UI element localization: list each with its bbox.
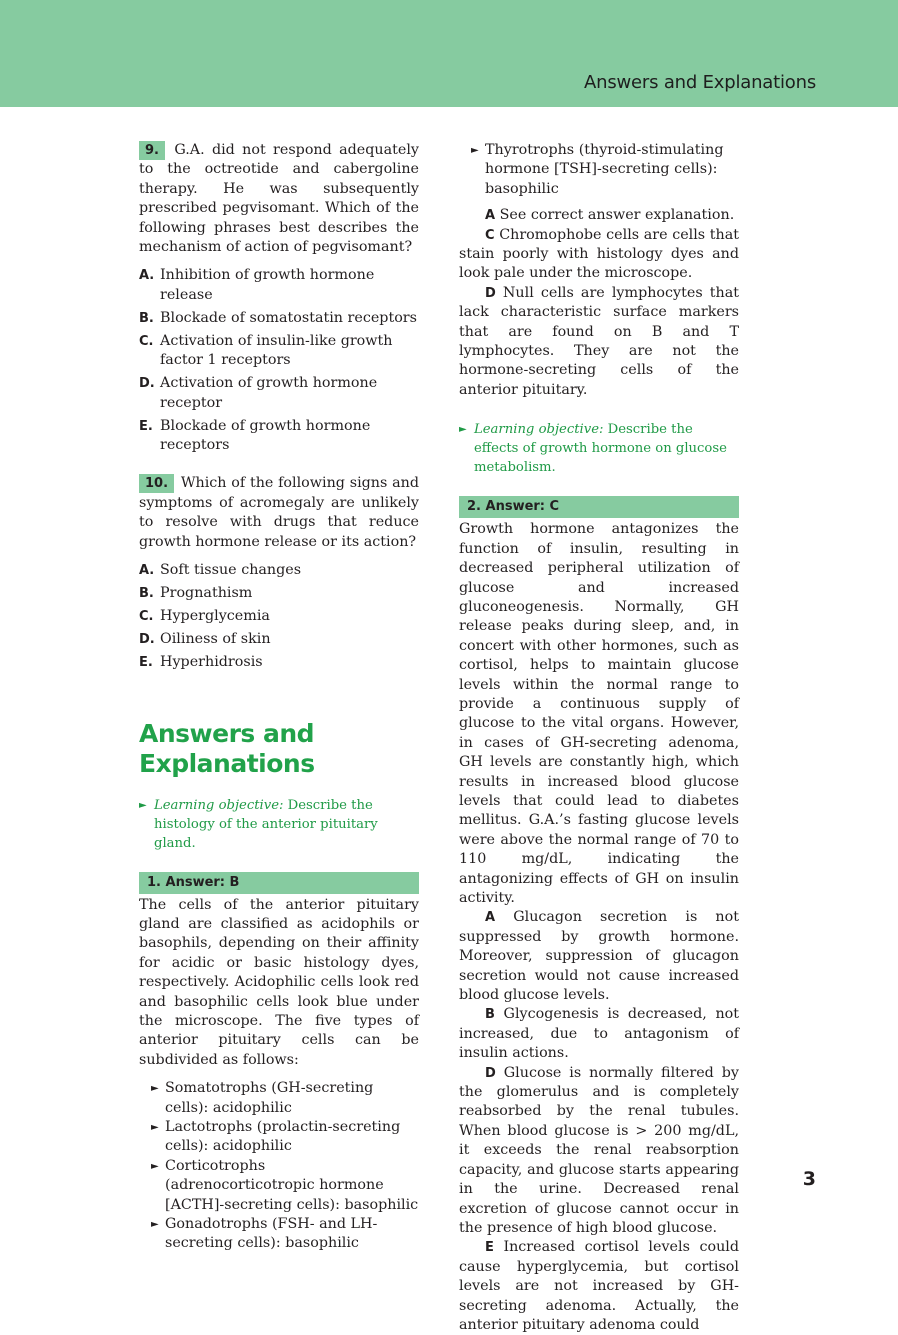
cell-type-list-continued	[459, 141, 739, 199]
section-title: Answers and Explanations	[139, 718, 315, 778]
option: C. Activation of insulin-like growth factor 1 receptors	[139, 332, 393, 369]
list-item: ► Somatotrophs (GH-secreting cells): acidophilic	[151, 1080, 374, 1116]
option: D. Activation of growth hormone receptor	[139, 375, 378, 411]
options-list	[139, 266, 419, 455]
answer-bar: 1. Answer: B	[139, 872, 419, 894]
option: B. Blockade of somatostatin receptors	[139, 309, 417, 326]
answer-bar: 2. Answer: C	[459, 496, 739, 518]
triangle-bullet-icon: ►	[151, 1083, 159, 1095]
answer-paragraph: Growth hormone antagonizes the function of insulin, resulting in decreased peripheral utilization of glucose and increased gluconeogenesis. Normally, GH release peaks during sleep, and, in concert with other hormones, such as cortisol, helps to maintain glucose levels within the normal range to provide a continuous supply of glucose to the vital organs. However, in cases of GH-secreting adenoma, GH levels are constantly high, which results in increased blood glucose levels that could lead to diabetes mellitus. G.A.’s fasting glucose levels were above the normal range of 70 to 110 mg/dL, indicating the antagonizing effects of GH on insulin activity.	[459, 521, 739, 906]
option: C. Hyperglycemia	[139, 608, 270, 625]
triangle-bullet-icon: ►	[151, 1121, 159, 1133]
triangle-bullet-icon: ►	[139, 799, 147, 811]
running-head: Answers and Explanations	[584, 72, 816, 93]
list-item: ► Lactotrophs (prolactin-secreting cells): acidophilic	[151, 1118, 401, 1155]
triangle-bullet-icon: ►	[459, 424, 467, 436]
question-text: Which of the following signs and symptoms of acromegaly are unlikely to resolve with drugs that reduce growth hormone release or its action?	[139, 475, 419, 550]
page-number: 3	[802, 1168, 816, 1190]
triangle-bullet-icon: ►	[151, 1219, 159, 1230]
option: E. Blockade of growth hormone receptors	[139, 417, 371, 454]
question-text: G.A. did not respond adequately to the octreotide and cabergoline therapy. He was subsequently prescribed pegvisomant. Which of the following phrases best describes the mechanism of action of pegvisomant?	[139, 142, 419, 256]
left-column	[139, 141, 419, 1254]
option: A. Inhibition of growth hormone release	[139, 267, 375, 303]
list-item: ► Gonadotrophs (FSH- and LH-secreting cells): basophilic	[151, 1216, 378, 1252]
explanation: B Glycogenesis is decreased, not increased, due to antagonism of insulin actions.	[459, 1006, 740, 1062]
question-number: 9.	[139, 141, 165, 160]
list-item: ► Thyrotrophs (thyroid-stimulating hormone [TSH]-secreting cells): basophilic	[471, 142, 724, 197]
explanation: D Glucose is normally filtered by the glomerulus and is completely reabsorbed by the renal tubules. When blood glucose is > 200 mg/dL, it exceeds the renal reabsorption capacity, and glucose starts appearing in the urine. Decreased renal excretion of glucose cannot occur in the presence of high blood glucose.	[459, 1064, 739, 1236]
right-column	[459, 141, 739, 1335]
triangle-bullet-icon: ►	[471, 145, 479, 156]
explanation: E Increased cortisol levels could cause hyperglycemia, but cortisol levels are not increased by GH-secreting adenoma. Actually, the anterior pituitary adenoma could	[459, 1239, 740, 1333]
question-9	[139, 141, 419, 257]
option: B. Prognathism	[139, 585, 253, 602]
cell-type-list	[139, 1079, 419, 1254]
explanation: C Chromophobe cells are cells that stain poorly with histology dyes and look pale under the microscope.	[459, 226, 740, 282]
learning-objective: ► Learning objective: Describe the effects of growth hormone on glucose metabolism.	[459, 422, 727, 476]
triangle-bullet-icon: ►	[151, 1160, 159, 1172]
explanation: D Null cells are lymphocytes that lack characteristic surface markers that are found on B and T lymphocytes. They are not the hormone-secreting cells of the anterior pituitary.	[459, 284, 739, 398]
question-number: 10.	[139, 474, 174, 493]
question-10	[139, 474, 419, 552]
learning-objective: ► Learning objective: Describe the histology of the anterior pituitary gland.	[139, 797, 378, 851]
explanation: A Glucagon secretion is not suppressed by growth hormone. Moreover, suppression of glucagon secretion would not cause increased blood glucose levels.	[459, 909, 739, 1004]
options-list	[139, 561, 419, 672]
answer-paragraph: The cells of the anterior pituitary gland are classified as acidophils or basophils, depending on their affinity for acidic or basic histology dyes, respectively. Acidophilic cells look red and basophilic cells look blue under the microscope. The five types of anterior pituitary cells can be subdivided as follows:	[139, 896, 419, 1068]
option: E. Hyperhidrosis	[139, 654, 263, 671]
explanation: A See correct answer explanation.	[485, 207, 735, 224]
list-item: ► Corticotrophs (adrenocorticotropic hormone [ACTH]-secreting cells): basophilic	[151, 1157, 419, 1213]
option: A. Soft tissue changes	[139, 562, 302, 579]
option: D. Oiliness of skin	[139, 631, 271, 648]
